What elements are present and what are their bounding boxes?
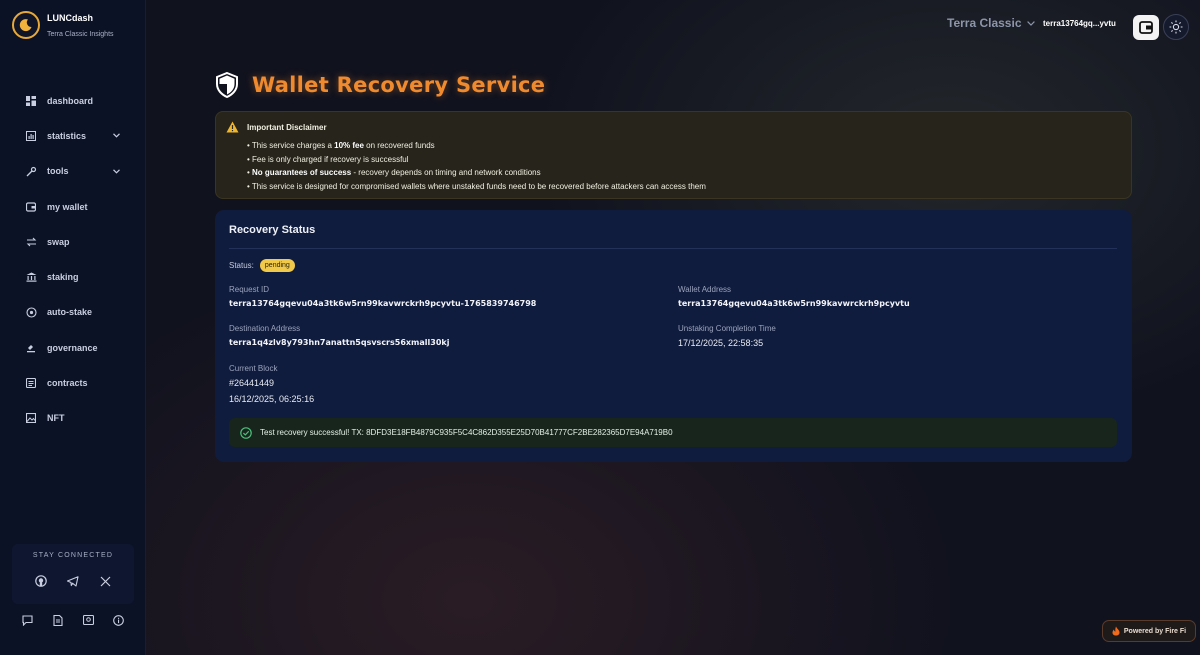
card-title: Recovery Status bbox=[229, 224, 316, 236]
disclaimer-list bbox=[247, 139, 706, 193]
disclaimer-title: Important Disclaimer bbox=[247, 122, 327, 132]
flame-icon bbox=[1112, 626, 1120, 636]
disclaimer-item: • No guarantees of success - recovery depends on timing and network conditions bbox=[247, 168, 541, 177]
telegram-icon[interactable] bbox=[61, 569, 85, 593]
document-icon[interactable] bbox=[46, 608, 70, 632]
field-label: Destination Address bbox=[229, 324, 301, 333]
tools-icon bbox=[25, 165, 37, 177]
dashboard-icon bbox=[25, 95, 37, 107]
brand[interactable] bbox=[12, 11, 114, 39]
sidebar-item-my-wallet[interactable] bbox=[0, 189, 146, 224]
request-id-value: terra13764gqevu04a3tk6w5rn99kavwrckrh9pcyvtu-1765839746798 bbox=[229, 299, 537, 308]
unstaking-time-field bbox=[678, 324, 776, 348]
success-message: Test recovery successful! TX: 8DFD3E18FB4879C935F5C4C862D355E25D70B41777CF2BE282365D7E94A719B0 bbox=[260, 428, 673, 437]
current-block-field bbox=[229, 364, 314, 404]
sidebar-item-auto-stake[interactable] bbox=[0, 295, 146, 330]
chevron-down-icon bbox=[113, 166, 120, 176]
brand-name: LUNCdash bbox=[47, 12, 94, 23]
sidebar-item-label: staking bbox=[47, 272, 79, 283]
media-icon[interactable] bbox=[76, 608, 100, 632]
sidebar-item-label: statistics bbox=[47, 130, 87, 141]
status-badge: pending bbox=[260, 259, 295, 272]
divider bbox=[229, 248, 1117, 249]
github-icon[interactable] bbox=[29, 569, 53, 593]
sidebar-nav bbox=[0, 83, 146, 436]
sidebar-item-label: dashboard bbox=[47, 95, 94, 106]
sidebar-item-label: swap bbox=[47, 236, 70, 247]
sidebar-footer bbox=[12, 608, 134, 632]
governance-icon bbox=[25, 342, 37, 354]
sun-icon bbox=[1169, 20, 1183, 34]
current-block-time: 16/12/2025, 06:25:16 bbox=[229, 394, 315, 404]
sidebar-item-contracts[interactable] bbox=[0, 365, 146, 400]
auto-stake-icon bbox=[25, 306, 37, 318]
sidebar-item-label: contracts bbox=[47, 378, 88, 389]
sidebar-item-governance[interactable] bbox=[0, 330, 146, 365]
wallet-address-field bbox=[678, 285, 910, 308]
wallet-icon bbox=[1139, 21, 1153, 34]
wallet-button[interactable] bbox=[1133, 15, 1159, 40]
social-panel bbox=[12, 544, 134, 604]
status-row bbox=[229, 259, 295, 272]
sidebar-item-statistics[interactable] bbox=[0, 118, 146, 153]
nft-icon bbox=[25, 412, 37, 424]
page-header bbox=[215, 72, 545, 98]
staking-icon bbox=[25, 271, 37, 283]
page-title: Wallet Recovery Service bbox=[252, 73, 546, 97]
current-block-value: #26441449 bbox=[229, 378, 275, 388]
theme-toggle-button[interactable] bbox=[1163, 14, 1189, 40]
unstaking-time-value: 17/12/2025, 22:58:35 bbox=[678, 338, 764, 348]
sidebar bbox=[0, 0, 146, 655]
wallet-address-value: terra13764gqevu04a3tk6w5rn99kavwrckrh9pcyvtu bbox=[678, 299, 910, 308]
swap-icon bbox=[25, 236, 37, 248]
disclaimer-panel bbox=[215, 111, 1132, 199]
social-title: STAY CONNECTED bbox=[32, 552, 114, 559]
field-label: Wallet Address bbox=[678, 285, 732, 294]
sidebar-item-swap[interactable] bbox=[0, 224, 146, 259]
success-alert bbox=[229, 418, 1117, 447]
sidebar-item-label: tools bbox=[47, 166, 69, 177]
chevron-down-icon bbox=[113, 130, 120, 140]
field-label: Current Block bbox=[229, 364, 278, 373]
destination-address-value: terra1q4zlv8y793hn7anattn5qsvscrs56xmall30kj bbox=[229, 338, 450, 347]
chevron-down-icon bbox=[1027, 21, 1035, 26]
disclaimer-item: • Fee is only charged if recovery is successful bbox=[247, 154, 409, 164]
check-circle-icon bbox=[240, 427, 252, 439]
powered-by-badge[interactable] bbox=[1102, 620, 1196, 642]
sidebar-item-staking[interactable] bbox=[0, 259, 146, 294]
field-label: Unstaking Completion Time bbox=[678, 324, 776, 333]
sidebar-item-dashboard[interactable] bbox=[0, 83, 146, 118]
sidebar-item-label: governance bbox=[47, 342, 98, 353]
contracts-icon bbox=[25, 377, 37, 389]
request-id-field bbox=[229, 285, 536, 308]
connected-wallet-address[interactable]: terra13764gq...yvtu bbox=[1043, 19, 1116, 28]
info-icon[interactable] bbox=[107, 608, 131, 632]
statistics-icon bbox=[25, 130, 37, 142]
network-label: Terra Classic bbox=[947, 16, 1022, 30]
network-selector[interactable] bbox=[947, 16, 1035, 30]
sidebar-item-label: NFT bbox=[47, 413, 65, 424]
destination-address-field bbox=[229, 324, 449, 347]
sidebar-item-nft[interactable] bbox=[0, 401, 146, 436]
brand-subtitle: Terra Classic Insights bbox=[47, 30, 114, 38]
chat-icon[interactable] bbox=[15, 608, 39, 632]
sidebar-item-tools[interactable] bbox=[0, 154, 146, 189]
powered-by-label: Powered by Fire Fi bbox=[1123, 627, 1187, 635]
wallet-icon bbox=[25, 201, 37, 213]
sidebar-item-label: auto-stake bbox=[47, 307, 93, 318]
warning-icon bbox=[226, 121, 239, 133]
sidebar-item-label: my wallet bbox=[47, 201, 88, 212]
x-icon[interactable] bbox=[93, 569, 117, 593]
disclaimer-item: • This service is designed for compromised wallets where unstaked funds need to be recovered before attackers can access them bbox=[247, 181, 706, 191]
field-label: Request ID bbox=[229, 285, 270, 294]
recovery-status-card bbox=[215, 210, 1132, 462]
shield-icon bbox=[215, 72, 239, 98]
status-label: Status: bbox=[229, 261, 254, 270]
disclaimer-item: • This service charges a 10% fee on recovered funds bbox=[247, 141, 435, 150]
moon-logo-icon bbox=[12, 11, 40, 39]
